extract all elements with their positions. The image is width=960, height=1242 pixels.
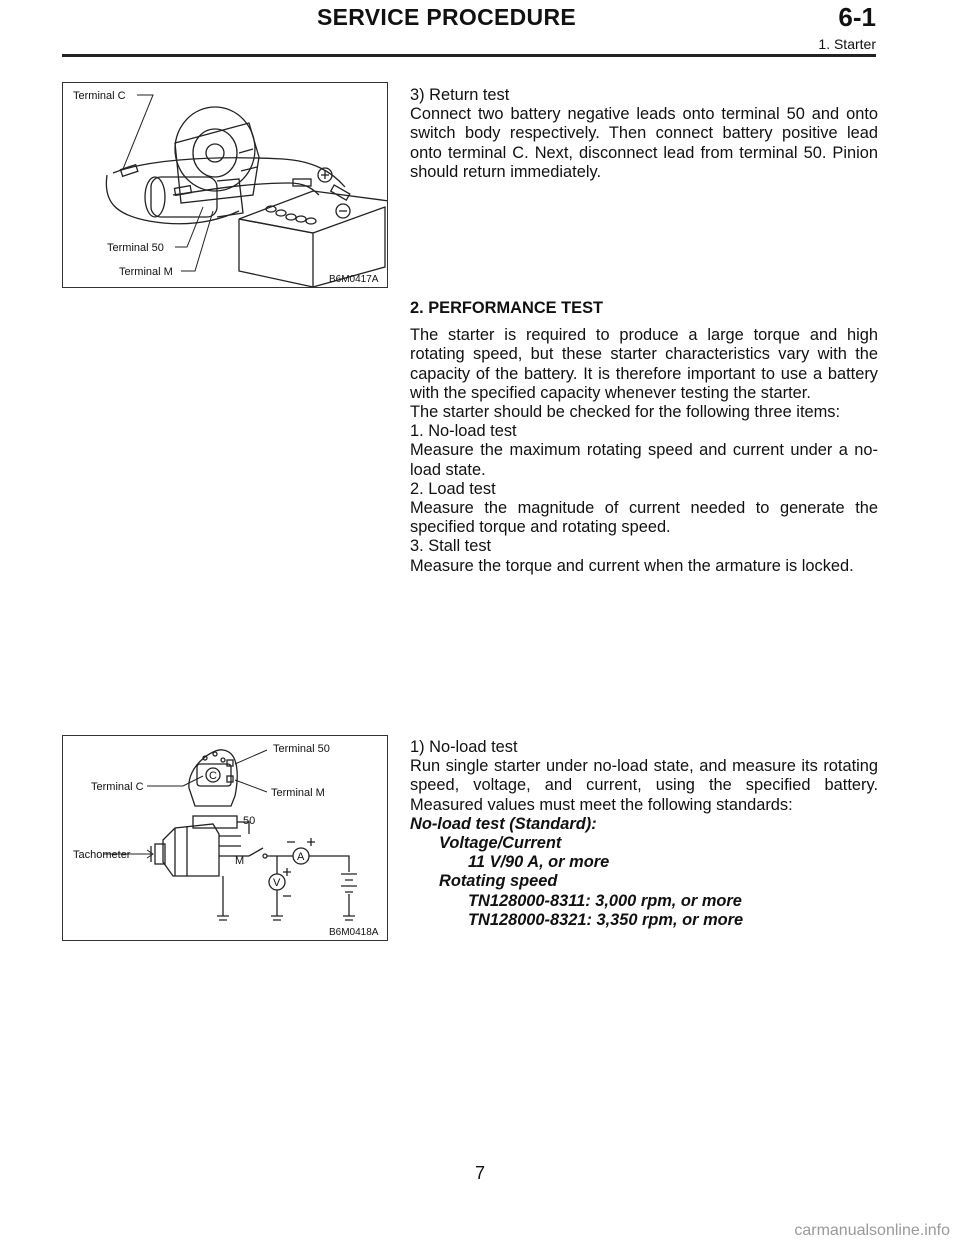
figure1-terminal-c-label: Terminal C bbox=[73, 90, 126, 102]
figure2-terminal-m-label: Terminal M bbox=[271, 787, 325, 799]
section-code: 6-1 bbox=[838, 2, 876, 32]
noload-test-figure bbox=[62, 735, 388, 941]
return-test-illustration bbox=[63, 83, 387, 287]
noload-test-section bbox=[410, 738, 878, 930]
watermark: carmanualsonline.info bbox=[794, 1222, 950, 1239]
figure2-terminal-50-label: Terminal 50 bbox=[273, 743, 330, 755]
subsection-label: 1. Starter bbox=[818, 36, 876, 52]
item-load-body: Measure the magnitude of current needed to generate the specified torque and rotating speed. bbox=[410, 499, 878, 537]
voltmeter-symbol: V bbox=[273, 877, 281, 889]
header-divider bbox=[62, 54, 876, 57]
spec-title: No-load test (Standard): bbox=[410, 814, 597, 833]
header-title: SERVICE PROCEDURE bbox=[316, 4, 576, 30]
figure2-tachometer-label: Tachometer bbox=[73, 849, 131, 861]
page-number: 7 bbox=[474, 1163, 485, 1183]
spec-speed-label: Rotating speed bbox=[439, 872, 558, 891]
figure1-terminal-m-label: Terminal M bbox=[119, 266, 173, 278]
spec-voltage-value: 11 V/90 A, or more bbox=[468, 853, 610, 872]
figure1-code: B6M0417A bbox=[329, 274, 379, 285]
figure2-code: B6M0418A bbox=[329, 927, 379, 938]
item-stall-body: Measure the torque and current when the armature is locked. bbox=[410, 556, 854, 575]
return-test-section bbox=[410, 86, 878, 182]
figure2-c-marker: C bbox=[209, 770, 217, 782]
ammeter-symbol: A bbox=[297, 851, 305, 863]
item-noload-body: Measure the maximum rotating speed and current under a no-load state. bbox=[410, 441, 878, 479]
performance-test-section bbox=[410, 299, 878, 576]
item-noload-title: 1. No-load test bbox=[410, 422, 517, 441]
performance-test-intro: The starter is required to produce a large torque and high rotating speed, but these starter characteristics vary with the capacity of the battery. It is therefore important to use a battery with the specified capacity whenever testing the starter. bbox=[410, 326, 878, 402]
page-header bbox=[62, 0, 876, 60]
performance-test-items-intro: The starter should be checked for the following three items: bbox=[410, 403, 841, 422]
return-test-figure bbox=[62, 82, 388, 288]
item-load-title: 2. Load test bbox=[410, 479, 496, 498]
figure2-m-marker: M bbox=[235, 855, 245, 867]
spec-speed-value-8321: TN128000-8321: 3,350 rpm, or more bbox=[468, 910, 744, 929]
figure1-terminal-50-label: Terminal 50 bbox=[107, 242, 164, 254]
performance-test-heading: 2. PERFORMANCE TEST bbox=[410, 299, 604, 317]
figure2-terminal-c-label: Terminal C bbox=[91, 781, 144, 793]
spec-speed-value-8311: TN128000-8311: 3,000 rpm, or more bbox=[468, 891, 742, 910]
return-test-title: 3) Return test bbox=[410, 86, 510, 104]
figure2-50-marker: 50 bbox=[243, 815, 256, 827]
noload-test-title: 1) No-load test bbox=[410, 738, 518, 756]
noload-test-diagram bbox=[63, 736, 387, 940]
spec-voltage-label: Voltage/Current bbox=[439, 834, 562, 853]
noload-test-body: Run single starter under no-load state, and measure its rotating speed, voltage, and current, using the specified battery. Measured values must meet the following standards: bbox=[410, 757, 878, 814]
return-test-body: Connect two battery negative leads onto terminal 50 and onto switch body respectively. Then connect battery positive lead onto terminal C. Next, disconnect lead from terminal 50. Pinion should return immediately. bbox=[410, 105, 878, 181]
item-stall-title: 3. Stall test bbox=[410, 537, 492, 556]
